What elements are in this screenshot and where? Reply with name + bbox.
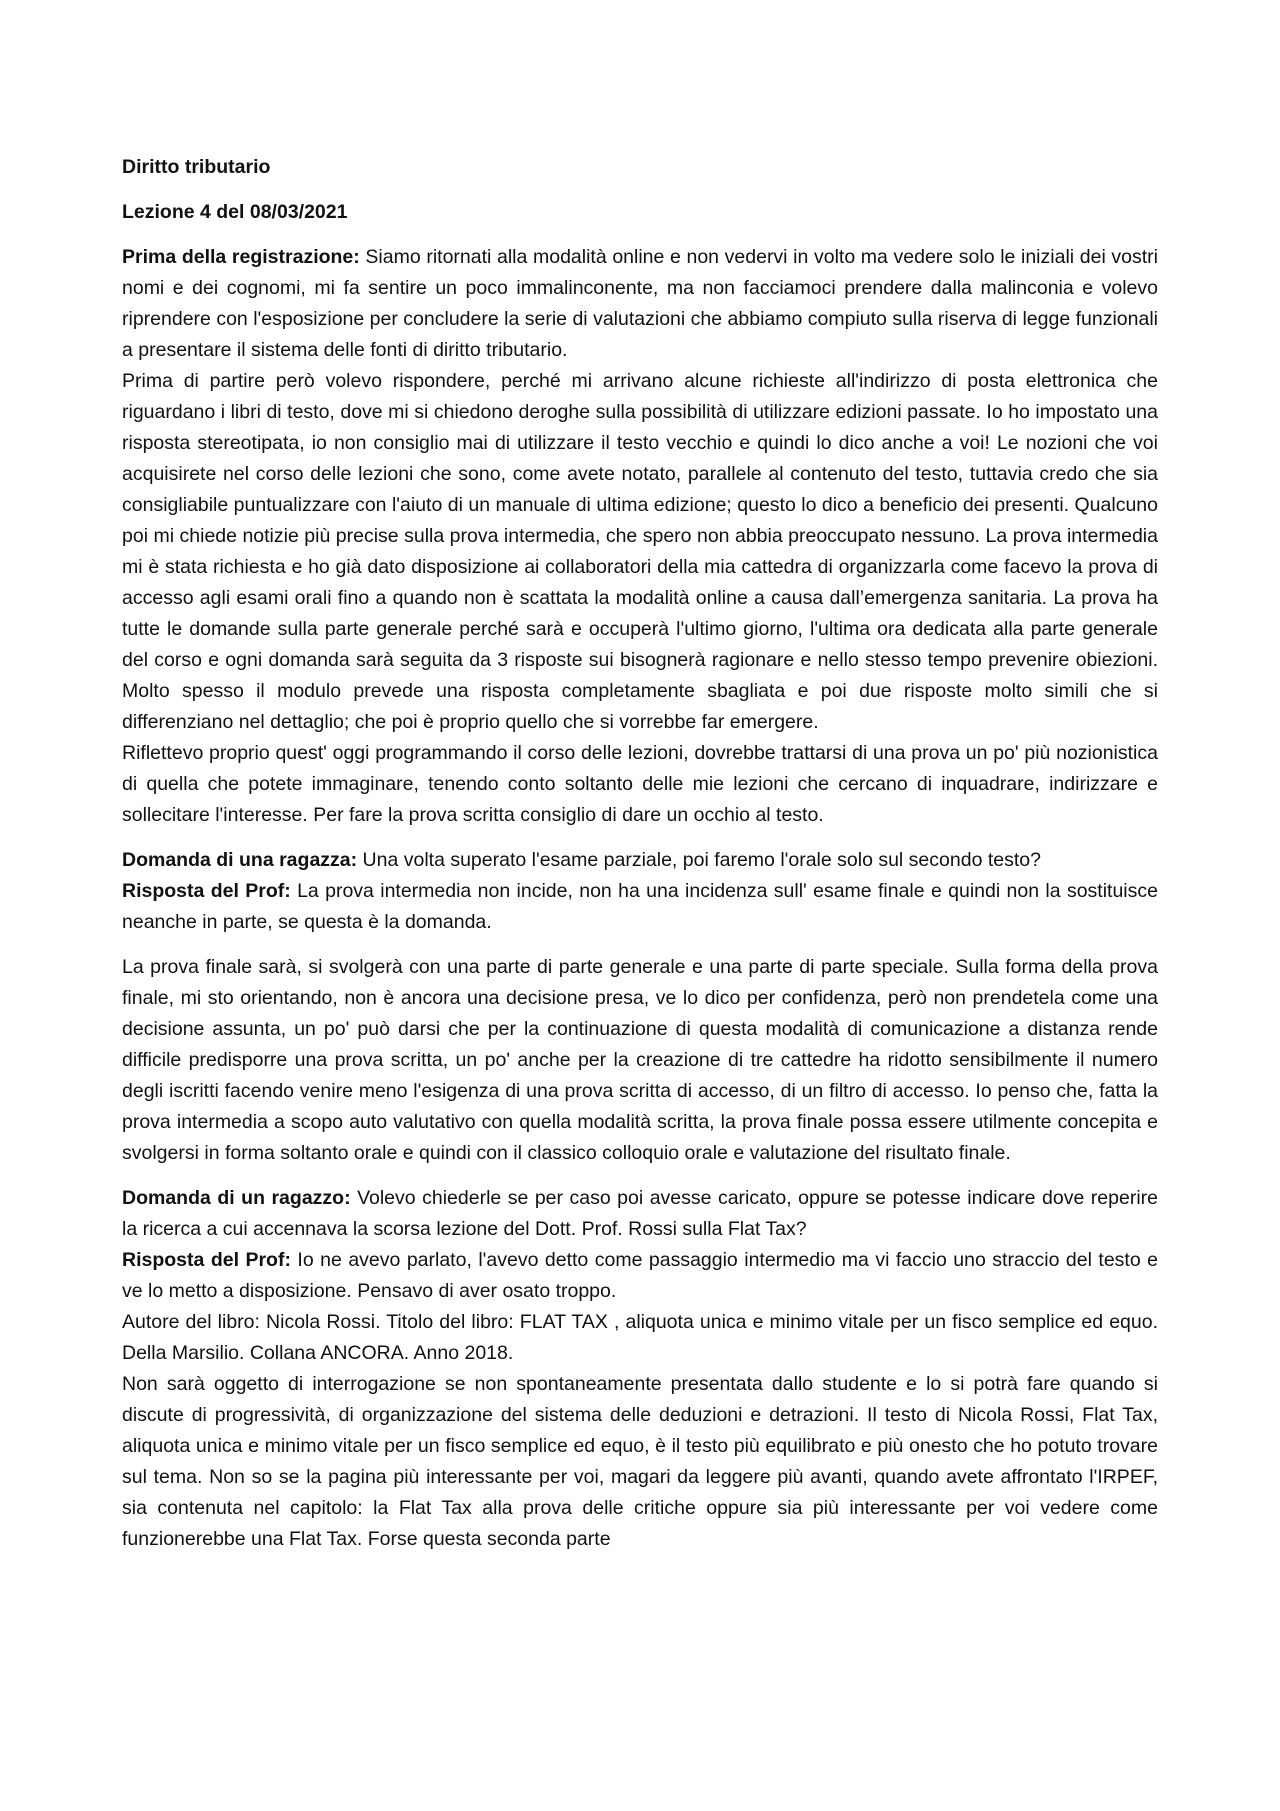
answer-prof-2-lead: Risposta del Prof: [122, 1249, 291, 1271]
question-boy-lead: Domanda di un ragazzo: [122, 1187, 351, 1209]
question-boy [122, 1183, 1158, 1245]
answer-prof-2 [122, 1245, 1158, 1307]
paragraph-flat-tax: Non sarà oggetto di interrogazione se non spontaneamente presentata dallo studente e lo si potrà fare quando si discute di progressività, di organizzazione del sistema delle deduzioni e detrazioni. Il testo di Nicola Rossi, Flat Tax, aliquota unica e minimo vitale per un fisco semplice ed equo, è il testo più equilibrato e più onesto che ho potuto trovare sul tema. Non so se la pagina più interessante per voi, magari da leggere più avanti, quando avete affrontato l'IRPEF, sia contenuta nel capitolo: la Flat Tax alla prova delle critiche oppure sia più interessante per voi vedere come funzionerebbe una Flat Tax. Forse questa seconda parte [122, 1373, 1158, 1550]
question-girl-lead: Domanda di una ragazza: [122, 849, 358, 871]
document-title: Diritto tributario [122, 156, 271, 178]
paragraph-reflection: Riflettevo proprio quest' oggi programmando il corso delle lezioni, dovrebbe trattarsi di una prova un po' più nozionistica di quella che potete immaginare, tenendo conto soltanto delle mie lezioni che cercano di inquadrare, indirizzare e sollecitare l'interesse. Per fare la prova scritta consiglio di dare un occhio al testo. [122, 742, 1158, 826]
answer-prof-2-text: Io ne avevo parlato, l'avevo detto come passaggio intermedio ma vi faccio uno straccio del testo e ve lo metto a disposizione. Pensavo di aver osato troppo. [122, 1249, 1159, 1302]
answer-prof-1 [122, 876, 1158, 938]
document-page [122, 152, 1158, 1555]
book-reference: Autore del libro: Nicola Rossi. Titolo del libro: FLAT TAX , aliquota unica e minimo vitale per un fisco semplice ed equo. Della Marsilio. Collana ANCORA. Anno 2018. [122, 1311, 1158, 1364]
answer-prof-1-text: La prova intermedia non incide, non ha una incidenza sull' esame finale e quindi non la sostituisce neanche in parte, se questa è la domanda. [122, 880, 1158, 933]
lesson-heading: Lezione 4 del 08/03/2021 [122, 201, 348, 223]
question-boy-text: Volevo chiederle se per caso poi avesse caricato, oppure se potesse indicare dove reperire la ricerca a cui accennava la scorsa lezione del Dott. Prof. Rossi sulla Flat Tax? [122, 1187, 1158, 1240]
paragraph-final-exam: La prova finale sarà, si svolgerà con una parte di parte generale e una parte di parte speciale. Sulla forma della prova finale, mi sto orientando, non è ancora una decisione presa, ve lo dico per confidenza, però non prendetela come una decisione assunta, un po' può darsi che per la continuazione di questa modalità di comunicazione a distanza rende difficile predisporre una prova scritta, un po' anche per la creazione di tre cattedre ha ridotto sensibilmente il numero degli iscritti facendo venire meno l'esigenza di una prova scritta di accesso, di un filtro di accesso. Io penso che, fatta la prova intermedia a scopo auto valutativo con quella modalità scritta, la prova finale possa essere utilmente concepita e svolgersi in forma soltanto orale e quindi con il classico colloquio orale e valutazione del risultato finale. [122, 956, 1158, 1164]
answer-prof-1-lead: Risposta del Prof: [122, 880, 291, 902]
intro-lead: Prima della registrazione: [122, 246, 360, 268]
intro-text: Siamo ritornati alla modalità online e non vedervi in volto ma vedere solo le iniziali dei vostri nomi e dei cognomi, mi fa sentire un poco immalinconente, ma non facciamoci prendere dalla malinconia e volevo riprendere con l'esposizione per concludere la serie di valutazioni che abbiamo compiuto sulla riserva di legge funzionali a presentare il sistema delle fonti di diritto tributario. [122, 246, 1158, 361]
paragraph-intro [122, 242, 1158, 366]
question-girl [122, 845, 1158, 876]
paragraph-textbooks: Prima di partire però volevo rispondere, perché mi arrivano alcune richieste all'indirizzo di posta elettronica che riguardano i libri di testo, dove mi si chiedono deroghe sulla possibilità di utilizzare edizioni passate. Io ho impostato una risposta stereotipata, io non consiglio mai di utilizzare il testo vecchio e quindi lo dico anche a voi! Le nozioni che voi acquisirete nel corso delle lezioni che sono, come avete notato, parallele al contenuto del testo, tuttavia credo che sia consigliabile puntualizzare con l'aiuto di un manuale di ultima edizione; questo lo dico a beneficio dei presenti. Qualcuno poi mi chiede notizie più precise sulla prova intermedia, che spero non abbia preoccupato nessuno. La prova intermedia mi è stata richiesta e ho già dato disposizione ai collaboratori della mia cattedra di organizzarla come facevo la prova di accesso agli esami orali fino a quando non è scattata la modalità online a causa dall’emergenza sanitaria. La prova ha tutte le domande sulla parte generale perché sarà e occuperà l'ultimo giorno, l'ultima ora dedicata alla parte generale del corso e ogni domanda sarà seguita da 3 risposte sui bisognerà ragionare e nello stesso tempo prevenire obiezioni. Molto spesso il modulo prevede una risposta completamente sbagliata e poi due risposte molto simili che si differenziano nel dettaglio; che poi è proprio quello che si vorrebbe far emergere. [122, 370, 1158, 733]
question-girl-text: Una volta superato l'esame parziale, poi faremo l'orale solo sul secondo testo? [357, 849, 1041, 871]
